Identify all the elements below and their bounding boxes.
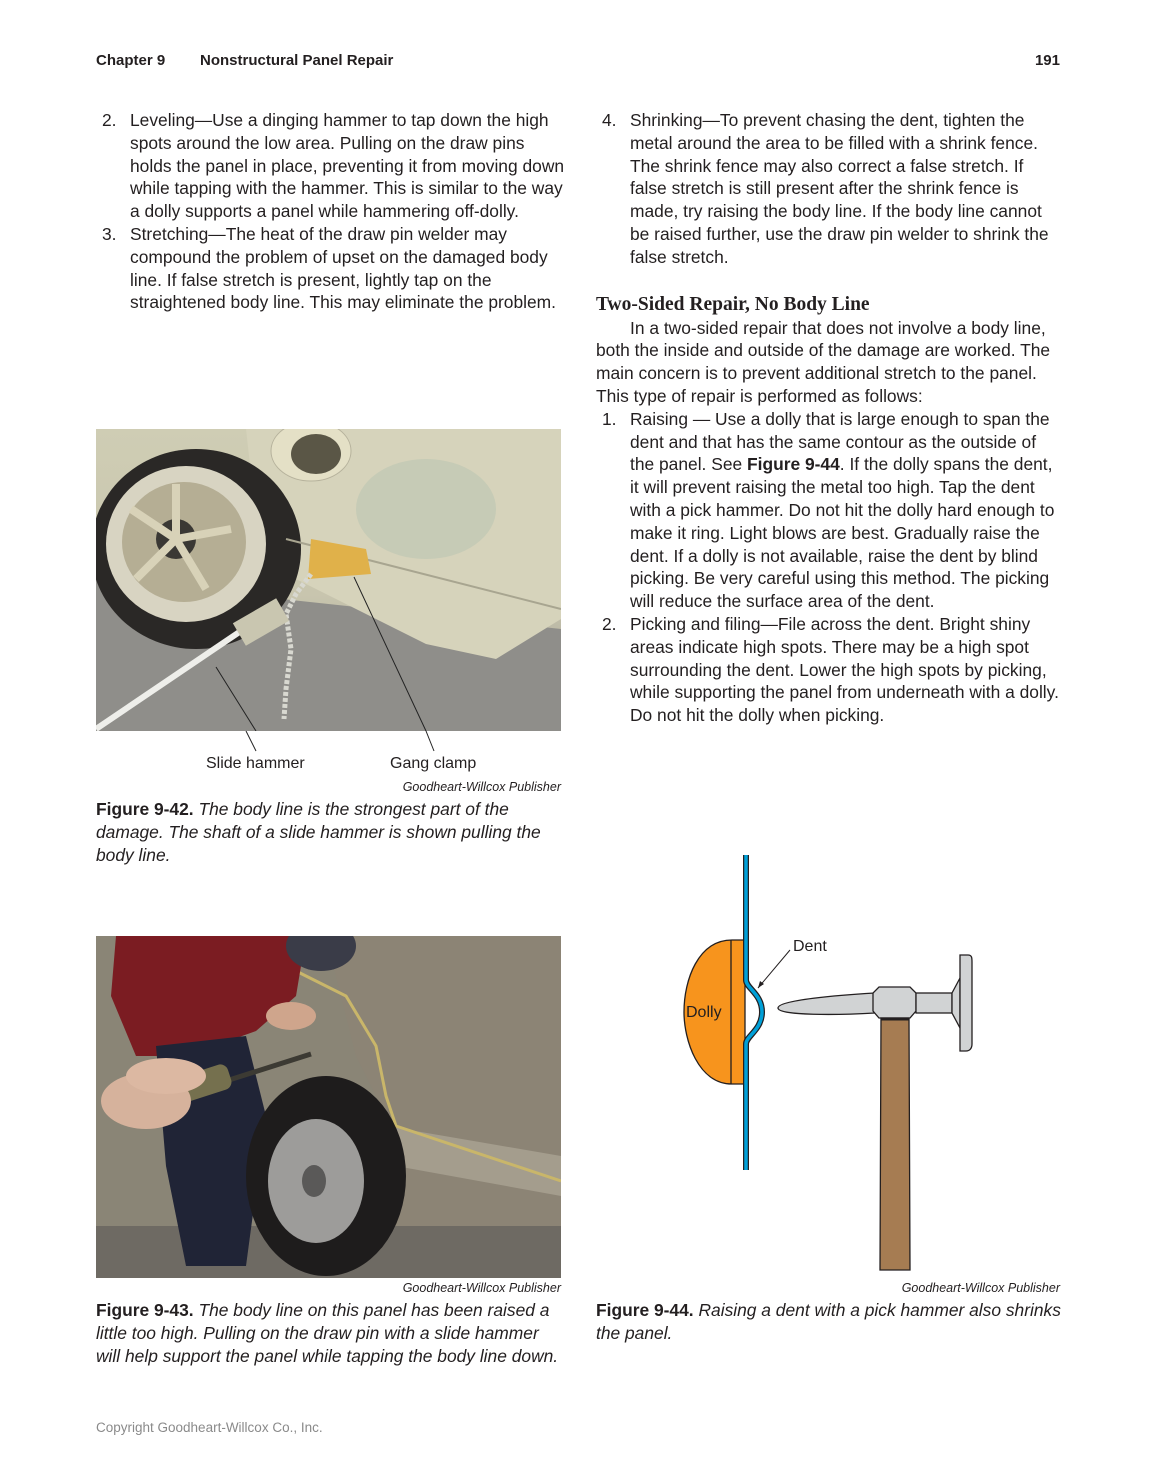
figure-9-44-caption xyxy=(596,1299,1066,1345)
page-number: 191 xyxy=(1034,52,1060,69)
car-wheel-slide-hammer-photo xyxy=(96,429,561,731)
figure-credit: Goodheart-Willcox Publisher xyxy=(402,1281,561,1295)
step-list-left xyxy=(96,109,568,314)
step-number: 4. xyxy=(602,110,617,130)
step-text: . If the dolly spans the dent, it will prevent raising the metal too high. Tap the dent with a pick hammer. Do not hit the dolly hard enough to make it ring. Light blows are best. Gradually raise the dent. If a dolly is not available, raise the dent by blind picking. Be very careful using this method. The picking will reduce the surface area of the dent. xyxy=(630,454,1055,612)
step-number: 3. xyxy=(102,223,117,244)
figure-credit: Goodheart-Willcox Publisher xyxy=(901,1281,1060,1295)
figure-label: Figure 9-43. xyxy=(96,1300,194,1320)
chapter-number: Chapter 9 xyxy=(96,52,166,69)
step-text: Picking and filing—File across the dent. Bright shiny areas indicate high spots. There may be a high spot surrounding the dent. Lower the high spots by picking, while supporting the panel from underneath with a dolly. Do not hit the dolly when picking. xyxy=(630,613,1059,726)
figure-9-42-photo xyxy=(96,429,561,731)
figure-9-44-diagram xyxy=(670,850,990,1280)
list-item xyxy=(596,613,1060,727)
figure-credit: Goodheart-Willcox Publisher xyxy=(402,780,561,794)
step-text: Stretching—The heat of the draw pin welder may compound the problem of upset on the damaged body line. If false stretch is present, lightly tap on the straightened body line. This may eliminate the problem. xyxy=(130,223,556,313)
list-item xyxy=(596,109,1060,269)
running-header xyxy=(96,52,1060,72)
step-text: Shrinking—To prevent chasing the dent, tighten the metal around the area to be filled with a shrink fence. The shrink fence may also correct a false stretch. If false stretch is still present after the shrink fence is made, try raising the body line. If the body line cannot be raised further, use the draw pin welder to shrink the false stretch. xyxy=(630,110,1049,267)
figure-caption-text: The body line is the strongest part of the damage. The shaft of a slide hammer is shown pulling the body line. xyxy=(96,799,541,865)
figure-9-43-caption xyxy=(96,1299,566,1367)
chapter-title: Nonstructural Panel Repair xyxy=(200,52,394,69)
step-text: Raising — Use a dolly that is large enough to span the dent and that has the same contour as the outside of the panel. See xyxy=(630,408,1050,475)
step-list-right-top xyxy=(596,109,1060,269)
step-list-right xyxy=(596,408,1060,727)
callout-gang-clamp: Gang clamp xyxy=(390,755,477,772)
figure-9-42-caption xyxy=(96,798,566,866)
figure-9-43-photo xyxy=(96,936,561,1278)
copyright-footer: Copyright Goodheart-Willcox Co., Inc. xyxy=(96,1420,323,1435)
list-item xyxy=(596,408,1060,613)
intro-paragraph: In a two-sided repair that does not involve a body line, both the inside and outside of the damage are worked. The main concern is to prevent additional stretch to the panel. This type of repair is performed as follows: xyxy=(596,317,1051,406)
label-dolly: Dolly xyxy=(686,1004,722,1021)
step-number: 1. xyxy=(602,408,617,429)
left-column-text xyxy=(96,109,568,314)
figure-reference-link[interactable]: Figure 9-44 xyxy=(747,454,840,475)
right-column-text xyxy=(596,109,1060,727)
step-number: 2. xyxy=(102,110,117,130)
figure-label: Figure 9-42. xyxy=(96,799,194,819)
callout-leader-lines xyxy=(96,731,561,756)
callout-slide-hammer: Slide hammer xyxy=(206,755,305,772)
figure-label: Figure 9-44. xyxy=(596,1300,694,1320)
section-heading: Two-Sided Repair, No Body Line xyxy=(596,293,870,315)
truck-fender-slide-hammer-photo xyxy=(96,936,561,1278)
figure-caption-text: The body line on this panel has been raised a little too high. Pulling on the draw pin with a slide hammer will help support the panel while tapping the body line down. xyxy=(96,1300,559,1366)
list-item xyxy=(96,109,568,223)
list-item xyxy=(96,223,568,314)
label-dent: Dent xyxy=(793,938,827,955)
hammer-handle xyxy=(880,1018,910,1270)
step-text: Leveling—Use a dinging hammer to tap down the high spots around the low area. Pulling on the draw pins holds the panel in place, preventing it from moving down while tapping with the hammer. This is similar to the way a dolly supports a panel while hammering off-dolly. xyxy=(130,110,565,222)
step-number: 2. xyxy=(602,613,617,634)
figure-caption-text: Raising a dent with a pick hammer also shrinks the panel. xyxy=(596,1300,1061,1343)
